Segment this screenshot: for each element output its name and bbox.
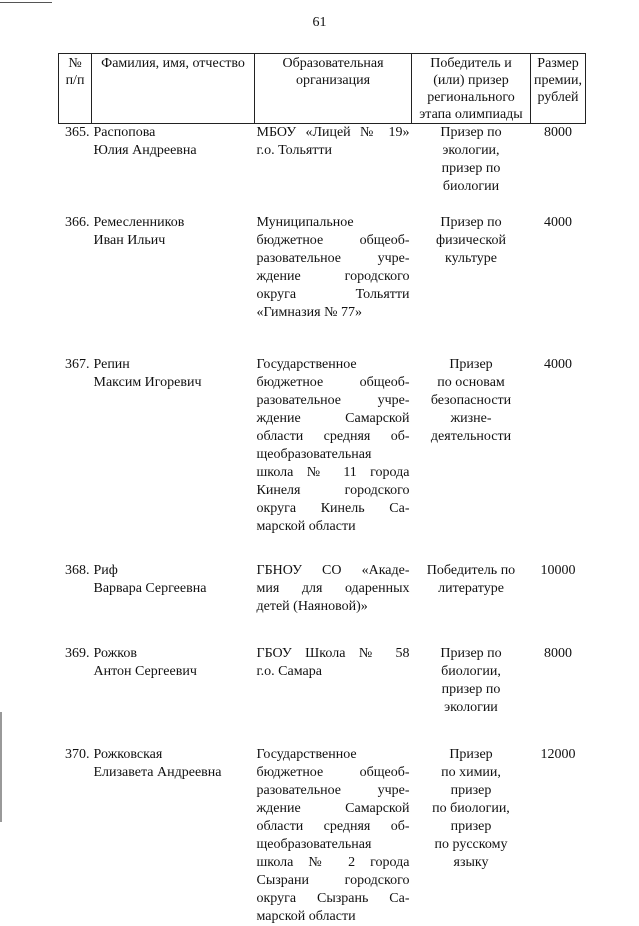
amount-cell: 8000 [531,124,586,215]
award-line: культуре [414,250,529,268]
org-line: округа Сызрань Са- [257,890,410,908]
org-line: Муниципальное [257,214,410,232]
award-line: по химии, [414,764,529,782]
award-line: призер по [414,160,529,178]
scan-artifact-top-left [0,2,52,3]
name-line: Елизавета Андреевна [94,764,253,782]
award-line: Призер [414,746,529,764]
org-line: г.о. Самара [257,663,410,681]
name-line: Рожковская [94,746,253,764]
organization-cell [255,645,412,746]
name-line: Ремесленников [94,214,253,232]
org-line: Государственное [257,746,410,764]
table-header-row [59,54,586,124]
organization-cell [255,214,412,356]
award-line: Призер по [414,214,529,232]
org-line: ГБОУ Школа № 58 [257,645,410,663]
award-line: призер [414,818,529,836]
award-line: экологии [414,699,529,717]
award-line: биологии [414,178,529,196]
org-line: мия для одаренных [257,580,410,598]
full-name-cell [92,562,255,645]
org-line: округа Тольятти [257,286,410,304]
row-number: 367. [59,356,92,562]
name-line: Риф [94,562,253,580]
award-line: жизне- [414,410,529,428]
row-number: 370. [59,746,92,926]
award-line: языку [414,854,529,872]
table-row [59,645,586,746]
org-line: ГБНОУ СО «Акаде- [257,562,410,580]
organization-cell [255,746,412,926]
header-organization: Образовательная организация [255,54,412,124]
name-line: Варвара Сергеевна [94,580,253,598]
header-full-name: Фамилия, имя, отчество [92,54,255,124]
org-line: области средняя об- [257,818,410,836]
row-number: 368. [59,562,92,645]
org-line: бюджетное общеоб- [257,764,410,782]
table-body [59,124,586,926]
org-line: Сызрани городского [257,872,410,890]
award-cell [412,562,531,645]
organization-cell [255,124,412,215]
award-line: деятельности [414,428,529,446]
full-name-cell [92,645,255,746]
table-row [59,562,586,645]
full-name-cell [92,356,255,562]
org-line: детей (Наяновой)» [257,598,410,616]
award-line: Призер по [414,645,529,663]
award-line: Призер по [414,124,529,142]
award-line: экологии, [414,142,529,160]
row-number: 365. [59,124,92,215]
table-row [59,356,586,562]
org-line: школа № 11 города [257,464,410,482]
name-line: Иван Ильич [94,232,253,250]
org-line: Кинеля городского [257,482,410,500]
org-line: щеобразовательная [257,836,410,854]
award-line: призер по [414,681,529,699]
award-line: по русскому [414,836,529,854]
name-line: Рожков [94,645,253,663]
name-line: Распопова [94,124,253,142]
org-line: школа № 2 города [257,854,410,872]
name-line: Юлия Андреевна [94,142,253,160]
name-line: Антон Сергеевич [94,663,253,681]
org-line: «Гимназия № 77» [257,304,410,322]
award-line: по биологии, [414,800,529,818]
full-name-cell [92,746,255,926]
header-amount: Размер премии, рублей [531,54,586,124]
award-line: безопасности [414,392,529,410]
org-line: ждение Самарской [257,800,410,818]
org-line: МБОУ «Лицей № 19» [257,124,410,142]
scan-artifact-left-edge [0,712,2,822]
award-cell [412,124,531,215]
award-line: Победитель по [414,562,529,580]
table-row [59,124,586,215]
organization-cell [255,356,412,562]
org-line: ждение Самарской [257,410,410,428]
table-row [59,746,586,926]
org-line: ждение городского [257,268,410,286]
org-line: марской области [257,518,410,536]
award-cell [412,746,531,926]
awardees-table [58,53,586,926]
amount-cell: 8000 [531,645,586,746]
award-cell [412,356,531,562]
page-number: 61 [0,14,639,32]
full-name-cell [92,124,255,215]
org-line: г.о. Тольятти [257,142,410,160]
award-line: призер [414,782,529,800]
award-cell [412,645,531,746]
award-line: Призер [414,356,529,374]
amount-cell: 12000 [531,746,586,926]
org-line: разовательное учре- [257,250,410,268]
header-award: Победитель и (или) призер регионального этапа олимпиады [412,54,531,124]
award-line: физической [414,232,529,250]
amount-cell: 4000 [531,214,586,356]
name-line: Максим Игоревич [94,374,253,392]
org-line: бюджетное общеоб- [257,374,410,392]
org-line: разовательное учре- [257,782,410,800]
org-line: разовательное учре- [257,392,410,410]
amount-cell: 10000 [531,562,586,645]
org-line: области средняя об- [257,428,410,446]
org-line: Государственное [257,356,410,374]
full-name-cell [92,214,255,356]
org-line: округа Кинель Са- [257,500,410,518]
organization-cell [255,562,412,645]
name-line: Репин [94,356,253,374]
header-number: № п/п [59,54,92,124]
award-line: биологии, [414,663,529,681]
row-number: 366. [59,214,92,356]
award-cell [412,214,531,356]
amount-cell: 4000 [531,356,586,562]
org-line: марской области [257,908,410,926]
award-line: литературе [414,580,529,598]
award-line: по основам [414,374,529,392]
org-line: щеобразовательная [257,446,410,464]
table-row [59,214,586,356]
row-number: 369. [59,645,92,746]
org-line: бюджетное общеоб- [257,232,410,250]
